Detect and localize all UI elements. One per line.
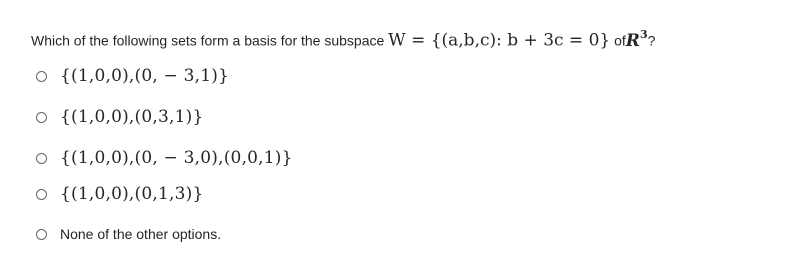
radio-button[interactable]	[36, 229, 47, 240]
answer-option-2[interactable]	[36, 105, 203, 129]
space-exponent: 3	[639, 28, 648, 41]
answer-option-5[interactable]	[36, 222, 221, 246]
option-label: None of the other options.	[60, 226, 222, 242]
option-label: {(1,0,0),(0, − 3,0),(0,0,1)}	[60, 148, 293, 168]
question-text	[31, 24, 655, 53]
option-label: {(1,0,0),(0,1,3)}	[60, 184, 204, 204]
subspace-definition: W = {(a,b,c): b + 3c = 0}	[388, 30, 611, 51]
radio-button[interactable]	[36, 112, 47, 123]
radio-button[interactable]	[36, 153, 47, 164]
answer-option-3[interactable]	[36, 146, 293, 170]
option-label: {(1,0,0),(0,3,1)}	[60, 107, 204, 127]
radio-button[interactable]	[36, 189, 47, 200]
question-prefix: Which of the following sets form a basis for the subspace	[31, 32, 385, 49]
answer-option-1[interactable]	[36, 64, 229, 88]
answer-option-4[interactable]	[36, 182, 203, 206]
option-label: {(1,0,0),(0, − 3,1)}	[60, 66, 230, 86]
question-of: of	[614, 32, 626, 49]
space-symbol: R	[625, 30, 640, 51]
question-mark: ?	[647, 32, 656, 49]
radio-button[interactable]	[36, 71, 47, 82]
